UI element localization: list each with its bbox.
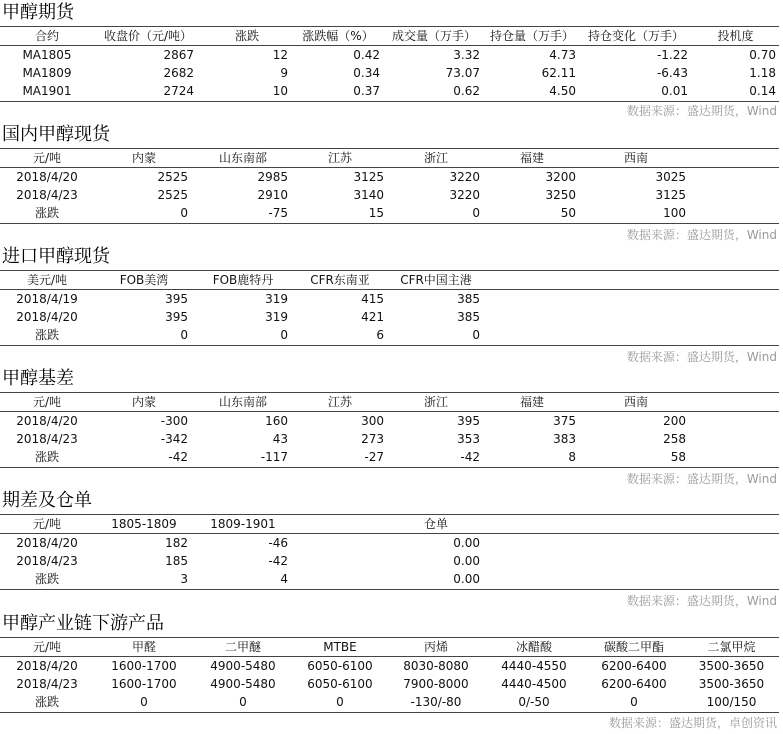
table-cell: 375 [553,414,576,428]
table-cell: 1600-1700 [111,677,177,691]
table-cell: 4900-5480 [210,677,276,691]
table-cell: 185 [165,554,188,568]
col-header: 元/吨 [32,151,62,165]
table-cell: 2018/4/23 [16,188,78,202]
table-cell: 421 [361,310,384,324]
table-cell: 100/150 [706,695,757,709]
table-cell: 4440-4550 [501,659,567,673]
table-cell: 涨跌 [34,572,59,586]
table-row [0,448,779,466]
table-row [0,675,779,693]
table-cell: 3125 [353,170,384,184]
data-source-note: 数据来源：盛达期货，卓创资讯 [608,716,777,730]
import-spot-title: 进口甲醇现货 [2,246,110,267]
col-header: 浙江 [423,151,448,165]
col-header: 冰醋酸 [515,640,552,654]
basis-title: 甲醇基差 [2,368,74,389]
table-cell: 0 [239,695,247,709]
col-header: MTBE [323,640,357,654]
table-bottom-rule [0,345,779,346]
table-row [0,412,779,430]
table-cell: 2018/4/23 [16,554,78,568]
table-cell: 6050-6100 [307,659,373,673]
table-bottom-rule [0,223,779,224]
table-cell: -42 [168,450,188,464]
table-row [0,552,779,570]
table-cell: 3220 [449,170,480,184]
table-header-row [0,149,779,167]
table-cell: 160 [265,414,288,428]
table-cell: 2018/4/20 [16,536,78,550]
table-row [0,82,779,100]
table-header-row [0,638,779,656]
table-cell: -46 [268,536,288,550]
col-header: 甲醛 [131,640,156,654]
table-cell: 0.00 [453,536,480,550]
table-cell: 2724 [163,84,194,98]
col-header: 西南 [623,395,648,409]
table-cell: 200 [663,414,686,428]
table-cell: 3220 [449,188,480,202]
col-header: 内蒙 [131,151,156,165]
table-cell: 0 [336,695,344,709]
table-row [0,570,779,588]
table-cell: 273 [361,432,384,446]
table-cell: 2867 [163,48,194,62]
table-cell: 6050-6100 [307,677,373,691]
table-cell: 3250 [545,188,576,202]
table-cell: 0.01 [661,84,688,98]
col-header: 合约 [34,29,59,43]
table-cell: 383 [553,432,576,446]
col-header: 涨跌 [234,29,259,43]
downstream-section [0,613,783,734]
table-cell: 2525 [157,170,188,184]
col-header: FOB鹿特丹 [212,273,274,287]
table-cell: MA1805 [22,48,72,62]
col-header: 元/吨 [32,640,62,654]
table-cell: 319 [265,292,288,306]
col-header: 丙烯 [423,640,448,654]
table-cell: 2018/4/20 [16,170,78,184]
table-row [0,534,779,552]
table-cell: -6.43 [656,66,688,80]
table-cell: 2018/4/20 [16,310,78,324]
data-source-note: 数据来源：盛达期货，Wind [626,104,777,118]
table-cell: 182 [165,536,188,550]
table-cell: 0.70 [749,48,776,62]
table-bottom-rule [0,467,779,468]
table-cell: 15 [368,206,384,220]
table-row [0,326,779,344]
col-header: 浙江 [423,395,448,409]
table-cell: 0 [180,206,188,220]
table-cell: 258 [663,432,686,446]
table-header-row [0,515,779,533]
col-header: 元/吨 [32,517,62,531]
table-cell: 0 [180,328,188,342]
table-cell: 3.32 [453,48,480,62]
col-header: 福建 [519,395,544,409]
col-header: 二甲醚 [224,640,261,654]
col-header: 福建 [519,151,544,165]
col-header: 持仓变化（万手） [587,29,684,43]
col-header: 山东南部 [218,151,267,165]
table-cell: 300 [361,414,384,428]
table-cell: 6200-6400 [601,659,667,673]
table-cell: 0.62 [453,84,480,98]
table-cell: 43 [272,432,288,446]
table-cell: 12 [272,48,288,62]
table-cell: 2525 [157,188,188,202]
table-cell: 4.73 [549,48,576,62]
spread-title: 期差及仓单 [2,490,92,511]
domestic-spot-title: 国内甲醇现货 [2,124,110,145]
table-cell: 8030-8080 [403,659,469,673]
table-cell: 8 [568,450,576,464]
table-cell: 涨跌 [34,206,59,220]
spread-section [0,490,783,610]
futures-section [0,2,783,120]
data-source-note: 数据来源：盛达期货，Wind [626,350,777,364]
table-row [0,46,779,64]
col-header: 二氯甲烷 [707,640,756,654]
col-header: 投机度 [717,29,754,43]
table-cell: 3125 [655,188,686,202]
table-header-row [0,27,779,45]
table-cell: 3025 [655,170,686,184]
col-header: CFR东南亚 [310,273,370,287]
table-cell: 4 [280,572,288,586]
downstream-title: 甲醇产业链下游产品 [2,613,164,634]
table-cell: -342 [160,432,188,446]
col-header: 元/吨 [32,395,62,409]
table-cell: 395 [165,310,188,324]
table-cell: 4440-4500 [501,677,567,691]
table-cell: 3500-3650 [698,659,765,673]
table-row [0,657,779,675]
table-cell: 0.34 [353,66,380,80]
data-source-note: 数据来源：盛达期货，Wind [626,594,777,608]
table-cell: 62.11 [541,66,576,80]
col-header: 涨跌幅（%） [302,29,374,43]
table-bottom-rule [0,589,779,590]
col-header: 江苏 [327,151,352,165]
col-header: 西南 [623,151,648,165]
table-cell: 3140 [353,188,384,202]
table-row [0,204,779,222]
table-cell: 0 [140,695,148,709]
col-header: 持仓量（万手） [489,29,574,43]
table-row [0,186,779,204]
table-cell: 58 [670,450,686,464]
table-cell: 0.37 [353,84,380,98]
table-cell: 0.00 [453,554,480,568]
table-cell: 395 [165,292,188,306]
table-cell: -117 [260,450,288,464]
table-cell: MA1901 [22,84,72,98]
table-cell: -130/-80 [410,695,462,709]
table-header-row [0,393,779,411]
table-cell: 涨跌 [34,328,59,342]
col-header: 仓单 [423,517,448,531]
table-cell: 3200 [545,170,576,184]
table-cell: 9 [280,66,288,80]
col-header: FOB美湾 [119,273,169,287]
table-cell: 2682 [163,66,194,80]
domestic-spot-section [0,124,783,244]
table-cell: 3500-3650 [698,677,765,691]
col-header: 收盘价（元/吨） [103,29,193,43]
table-cell: 0 [472,328,480,342]
table-cell: -42 [460,450,480,464]
col-header: 内蒙 [131,395,156,409]
table-cell: -42 [268,554,288,568]
col-header: 1809-1901 [210,517,276,531]
table-cell: 2018/4/20 [16,659,78,673]
col-header: 江苏 [327,395,352,409]
table-row [0,64,779,82]
table-cell: 395 [457,414,480,428]
col-header: 1805-1809 [111,517,177,531]
table-bottom-rule [0,712,779,713]
table-cell: 6 [376,328,384,342]
table-cell: 2018/4/23 [16,432,78,446]
table-cell: 涨跌 [34,695,59,709]
import-spot-section [0,246,783,366]
table-cell: 2018/4/23 [16,677,78,691]
futures-title: 甲醇期货 [2,2,74,23]
table-cell: 7900-8000 [403,677,469,691]
col-header: 美元/吨 [26,273,68,287]
table-cell: 1.18 [749,66,776,80]
table-cell: 353 [457,432,480,446]
table-bottom-rule [0,101,779,102]
table-cell: 0 [472,206,480,220]
table-cell: 4900-5480 [210,659,276,673]
table-row [0,290,779,308]
col-header: CFR中国主港 [400,273,472,287]
table-row [0,168,779,186]
table-cell: 0/-50 [518,695,550,709]
table-cell: -27 [364,450,384,464]
data-source-note: 数据来源：盛达期货，Wind [626,472,777,486]
table-cell: 4.50 [549,84,576,98]
table-row [0,693,779,711]
table-row [0,430,779,448]
table-cell: 385 [457,292,480,306]
table-row [0,308,779,326]
table-cell: 385 [457,310,480,324]
table-cell: 6200-6400 [601,677,667,691]
table-cell: 涨跌 [34,450,59,464]
data-source-note: 数据来源：盛达期货，Wind [626,228,777,242]
table-cell: 415 [361,292,384,306]
table-cell: 0 [630,695,638,709]
col-header: 山东南部 [218,395,267,409]
table-cell: 3 [180,572,188,586]
table-cell: 0 [280,328,288,342]
table-cell: 2910 [257,188,288,202]
table-cell: 2018/4/19 [16,292,78,306]
table-cell: 319 [265,310,288,324]
table-cell: 73.07 [445,66,480,80]
col-header: 成交量（万手） [391,29,476,43]
table-cell: MA1809 [22,66,72,80]
table-cell: -300 [160,414,188,428]
table-cell: 2985 [257,170,288,184]
table-cell: 50 [560,206,576,220]
table-cell: -75 [268,206,288,220]
table-cell: 2018/4/20 [16,414,78,428]
table-cell: 0.42 [353,48,380,62]
table-cell: 0.00 [453,572,480,586]
table-cell: 0.14 [749,84,776,98]
table-header-row [0,271,779,289]
col-header: 碳酸二甲酯 [603,640,664,654]
table-cell: 100 [663,206,686,220]
table-cell: -1.22 [656,48,688,62]
table-cell: 10 [272,84,288,98]
basis-section [0,368,783,488]
table-cell: 1600-1700 [111,659,177,673]
